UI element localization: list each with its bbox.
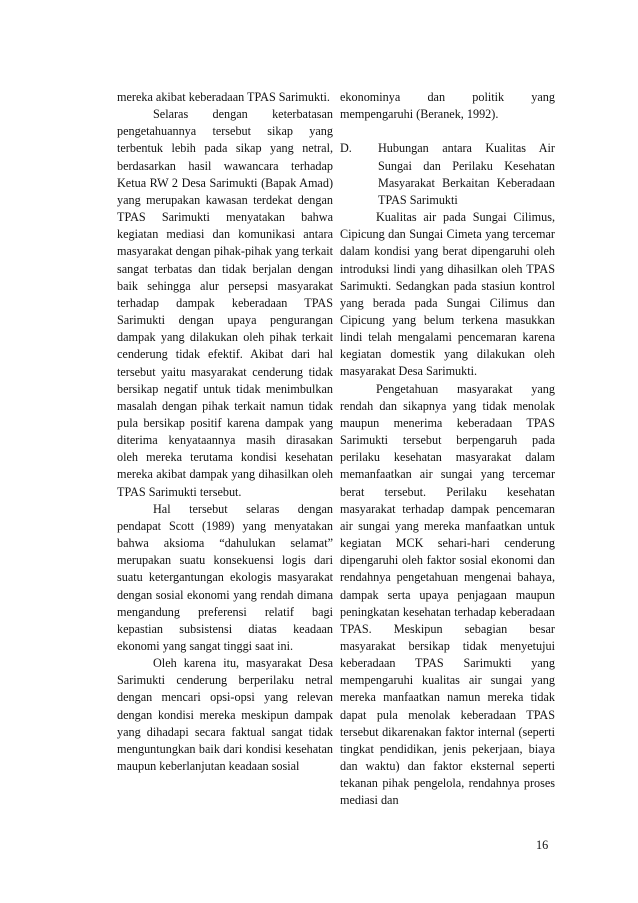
left-paragraph-1: mereka akibat keberadaan TPAS Sarimukti. [117, 90, 330, 104]
right-paragraph-1: ekonominya dan politik yang mempengaruhi (Beranek, 1992). [340, 90, 555, 122]
paragraph-gap [340, 123, 555, 140]
right-paragraph-3: Pengetahuan masyarakat yang rendah dan sikapnya yang tidak menolak maupun menerima keberadaan TPAS Sarimukti tersebut berpengaruh pada perilaku kesehatan masyarakat dalam memanfaatkan air sungai yang tercemar berat tersebut. Perilaku kesehatan masyarakat terhadap dampak pencemaran air sungai yang mereka manfaatkan untuk kegiatan MCK sehari-hari cenderung dipengaruhi oleh faktor sosial ekonomi dan rendahnya pengetahuan mengenai bahaya, dampak serta upaya penjagaan maupun peningkatan kesehatan terhadap keberadaan TPAS. Meskipun sebagian besar masyarakat bersikap tidak menyetujui keberadaan TPAS Sarimukti yang mempengaruhi kualitas air sungai yang mereka manfaatkan namun mereka tidak dapat pula menolak keberadaan TPAS tersebut dikarenakan faktor internal (seperti tingkat pendidikan, jenis pekerjaan, biaya dan waktu) dan faktor eksternal seperti tekanan pihak pengelola, rendahnya proses mediasi dan [340, 381, 555, 808]
right-paragraph-2: Kualitas air pada Sungai Cilimus, Cipicung dan Sungai Cimeta yang tercemar dalam kondisi yang berat dipengaruhi oleh introduksi lindi yang dihasilkan oleh TPAS Sarimukti. Sedangkan pada stasiun kontrol yang berada pada Sungai Cilimus dan Cipicung yang belum terkena masukkan lindi telah mengalami pencemaran karena kegiatan domestik yang dilakukan oleh masyarakat Desa Sarimukti. [340, 210, 555, 379]
section-heading [340, 140, 555, 209]
page-number: 16 [536, 838, 549, 852]
left-column [117, 89, 333, 775]
left-paragraph-4: Oleh karena itu, masyarakat Desa Sarimukti cenderung berperilaku netral dengan mencari opsi-opsi yang relevan dengan kondisi mereka meskipun dampak yang dihadapi secara faktual sangat tidak menguntungkan baik dari kondisi kesehatan maupun keberlanjutan keadaan sosial [117, 656, 333, 774]
section-letter: D. [340, 141, 352, 156]
left-paragraph-2: Selaras dengan keterbatasan pengetahuannya tersebut sikap yang terbentuk lebih pada sikap yang netral, berdasarkan hasil wawancara terhadap Ketua RW 2 Desa Sarimukti (Bapak Amad) yang merupakan kawasan terdekat dengan TPAS Sarimukti menyatakan bahwa kegiatan mediasi dan komunikasi antara masyarakat dengan pihak-pihak yang terkait sangat terbatas dan tidak berjalan dengan baik sehingga alur persepsi masyarakat terhadap dampak keberadaan TPAS Sarimukti dengan upaya pengurangan dampak yang dilakukan oleh pihak terkait cenderung tidak efektif. Akibat dari hal tersebut yaitu masyarakat cenderung tidak bersikap negatif untuk tidak menimbulkan masalah dengan pihak terkait namun tidak pula bersikap positif karena dampak yang diterima kenyataannya masih dirasakan oleh mereka terutama kondisi kesehatan mereka akibat dampak yang dihasilkan oleh TPAS Sarimukti tersebut. [117, 107, 333, 499]
right-column [340, 89, 555, 810]
section-title: Hubungan antara Kualitas Air Sungai dan Perilaku Kesehatan Masyarakat Berkaitan Keberadaan TPAS Sarimukti [378, 141, 555, 207]
left-paragraph-3: Hal tersebut selaras dengan pendapat Scott (1989) yang menyatakan bahwa aksioma “dahulukan selamat” merupakan suatu konsekuensi logis dari suatu ketergantungan ekologis masyarakat dengan sosial ekonomi yang rendah dimana mengandung preferensi relatif bagi kepastian subsistensi diatas keadaan ekonomi yang sangat tinggi saat ini. [117, 501, 333, 653]
